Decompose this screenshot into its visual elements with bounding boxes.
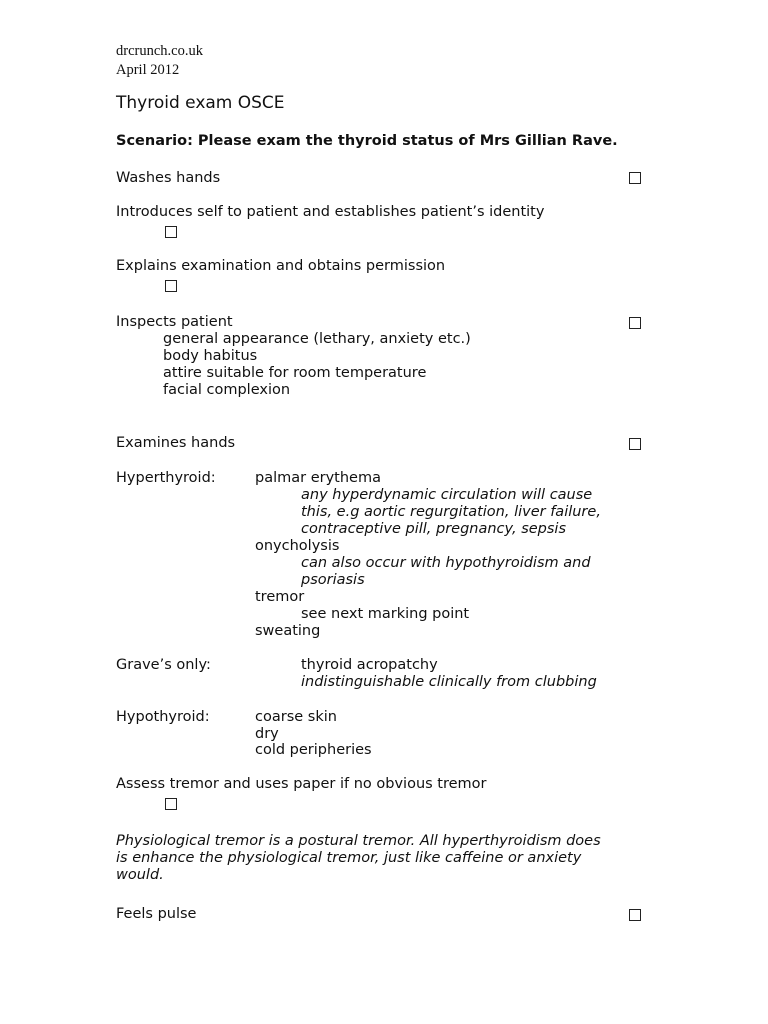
inspect-sub-item: body habitus <box>163 348 258 364</box>
checkbox-examines-hands[interactable] <box>629 438 641 450</box>
checkbox-assess-tremor[interactable] <box>165 798 177 810</box>
sign-palmar-erythema: palmar erythema <box>255 470 381 486</box>
scenario-text: Scenario: Please exam the thyroid status of Mrs Gillian Rave. <box>116 133 618 149</box>
checkbox-feels-pulse[interactable] <box>629 909 641 921</box>
item-explains-examination: Explains examination and obtains permission <box>116 258 446 274</box>
tremor-explanation: Physiological tremor is a postural tremor. All hyperthyroidism does <box>116 833 601 849</box>
hypo-sign: cold peripheries <box>255 742 372 758</box>
inspect-sub-item: attire suitable for room temperature <box>163 365 427 381</box>
document-date: April 2012 <box>116 62 180 78</box>
item-examines-hands: Examines hands <box>116 435 236 451</box>
palmar-note: this, e.g aortic regurgitation, liver failure, <box>301 504 601 520</box>
hypo-sign: coarse skin <box>255 709 337 725</box>
palmar-note: contraceptive pill, pregnancy, sepsis <box>301 521 567 537</box>
inspect-sub-item: general appearance (lethary, anxiety etc.) <box>163 331 471 347</box>
onycholysis-note: psoriasis <box>301 572 365 588</box>
sign-onycholysis: onycholysis <box>255 538 340 554</box>
item-assess-tremor: Assess tremor and uses paper if no obvious tremor <box>116 776 487 792</box>
item-washes-hands: Washes hands <box>116 170 221 186</box>
hypo-sign: dry <box>255 726 279 742</box>
sign-sweating: sweating <box>255 623 321 639</box>
tremor-note: see next marking point <box>301 606 470 622</box>
graves-label: Grave’s only: <box>116 657 211 673</box>
checkbox-introduces-self[interactable] <box>165 226 177 238</box>
inspect-sub-item: facial complexion <box>163 382 291 398</box>
item-feels-pulse: Feels pulse <box>116 906 197 922</box>
palmar-note: any hyperdynamic circulation will cause <box>301 487 593 503</box>
site-name: drcrunch.co.uk <box>116 43 203 59</box>
checkbox-inspects-patient[interactable] <box>629 317 641 329</box>
checkbox-explains-examination[interactable] <box>165 280 177 292</box>
item-inspects-patient: Inspects patient <box>116 314 233 330</box>
tremor-explanation: would. <box>116 867 164 883</box>
checkbox-washes-hands[interactable] <box>629 172 641 184</box>
onycholysis-note: can also occur with hypothyroidism and <box>301 555 591 571</box>
sign-thyroid-acropatchy: thyroid acropatchy <box>301 657 438 673</box>
hyperthyroid-label: Hyperthyroid: <box>116 470 216 486</box>
tremor-explanation: is enhance the physiological tremor, just like caffeine or anxiety <box>116 850 582 866</box>
page-title: Thyroid exam OSCE <box>116 93 285 113</box>
sign-tremor: tremor <box>255 589 305 605</box>
hypothyroid-label: Hypothyroid: <box>116 709 210 725</box>
item-introduces-self: Introduces self to patient and establishes patient’s identity <box>116 204 545 220</box>
acropatchy-note: indistinguishable clinically from clubbing <box>301 674 597 690</box>
